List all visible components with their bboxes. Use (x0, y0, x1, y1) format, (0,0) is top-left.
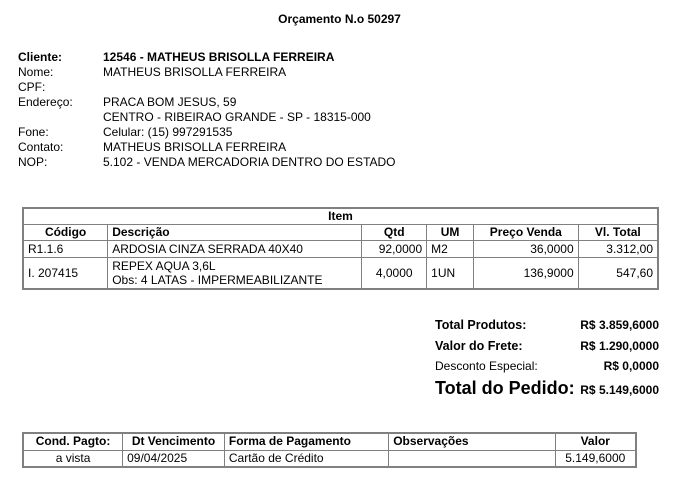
cell-obs (389, 450, 555, 467)
nop-value: 5.102 - VENDA MERCADORIA DENTRO DO ESTADO (103, 155, 396, 169)
cell-total: 3.312,00 (578, 240, 658, 257)
cell-valor: 5.149,6000 (555, 450, 636, 467)
name-label: Nome: (18, 65, 54, 79)
payment-table (22, 432, 637, 468)
contact-row (18, 140, 396, 155)
contact-label: Contato: (18, 140, 64, 154)
address-line2-label (18, 110, 103, 125)
table-row (23, 240, 658, 257)
col-descricao: Descrição (108, 224, 362, 240)
nop-row (18, 155, 396, 170)
name-value: MATHEUS BRISOLLA FERREIRA (103, 65, 287, 79)
phone-row (18, 125, 396, 140)
col-preco-venda: Preço Venda (474, 224, 579, 240)
col-um: UM (427, 224, 474, 240)
desconto-row (435, 359, 659, 378)
items-group-header: Item (23, 208, 658, 224)
client-label: Cliente: (18, 50, 63, 64)
cell-descricao: ARDOSIA CINZA SERRADA 40X40 (108, 240, 362, 257)
cell-cond: a vista (23, 450, 123, 467)
cell-vencimento: 09/04/2025 (123, 450, 225, 467)
cell-preco: 36,0000 (474, 240, 579, 257)
address-row (18, 95, 396, 110)
desconto-label: Desconto Especial: (435, 359, 538, 373)
cpf-row (18, 80, 396, 95)
total-pedido-row (435, 378, 659, 402)
items-table (22, 207, 659, 290)
desconto-value: R$ 0,0000 (603, 359, 659, 373)
table-row (23, 257, 658, 289)
cell-um: M2 (427, 240, 474, 257)
cpf-label: CPF: (18, 80, 46, 94)
client-row (18, 50, 396, 65)
client-info (18, 50, 396, 170)
quote-title: Orçamento N.o 50297 (278, 12, 401, 26)
address-label: Endereço: (18, 95, 73, 109)
col-vl-total: Vl. Total (578, 224, 658, 240)
phone-label: Fone: (18, 125, 49, 139)
frete-value: R$ 1.290,0000 (580, 339, 659, 353)
cell-forma: Cartão de Crédito (224, 450, 388, 467)
cell-qtd: 4,0000 (362, 257, 427, 289)
address-value: PRACA BOM JESUS, 59 (103, 95, 237, 109)
cell-preco: 136,9000 (474, 257, 579, 289)
frete-label: Valor do Frete: (435, 339, 523, 353)
total-pedido-value: R$ 5.149,6000 (580, 383, 659, 397)
table-row (23, 450, 636, 467)
col-forma-pagamento: Forma de Pagamento (224, 433, 388, 450)
name-row (18, 65, 396, 80)
address-line2-value: CENTRO - RIBEIRAO GRANDE - SP - 18315-000 (103, 110, 371, 124)
col-dt-vencimento: Dt Vencimento (123, 433, 225, 450)
totals-block (435, 318, 659, 402)
cell-descricao: REPEX AQUA 3,6L (112, 258, 216, 273)
nop-label: NOP: (18, 155, 48, 169)
client-value: 12546 - MATHEUS BRISOLLA FERREIRA (103, 50, 335, 64)
phone-value: Celular: (15) 997291535 (103, 125, 233, 139)
cell-total: 547,60 (578, 257, 658, 289)
cell-codigo: I. 207415 (23, 257, 108, 289)
contact-value: MATHEUS BRISOLLA FERREIRA (103, 140, 287, 154)
col-codigo: Código (23, 224, 108, 240)
address-line2-row (18, 110, 396, 125)
col-cond-pagto: Cond. Pagto: (23, 433, 123, 450)
cell-codigo: R1.1.6 (23, 240, 108, 257)
cell-obs: Obs: 4 LATAS - IMPERMEABILIZANTE (112, 272, 323, 287)
total-produtos-label: Total Produtos: (435, 318, 527, 332)
frete-row (435, 339, 659, 359)
cell-um: 1UN (427, 257, 474, 289)
cell-qtd: 92,0000 (362, 240, 427, 257)
total-pedido-label: Total do Pedido: (435, 378, 575, 398)
total-produtos-row (435, 318, 659, 339)
total-produtos-value: R$ 3.859,6000 (580, 318, 659, 332)
cell-descricao-multiline (108, 257, 362, 289)
col-qtd: Qtd (362, 224, 427, 240)
col-valor: Valor (555, 433, 636, 450)
col-observacoes: Observações (389, 433, 555, 450)
